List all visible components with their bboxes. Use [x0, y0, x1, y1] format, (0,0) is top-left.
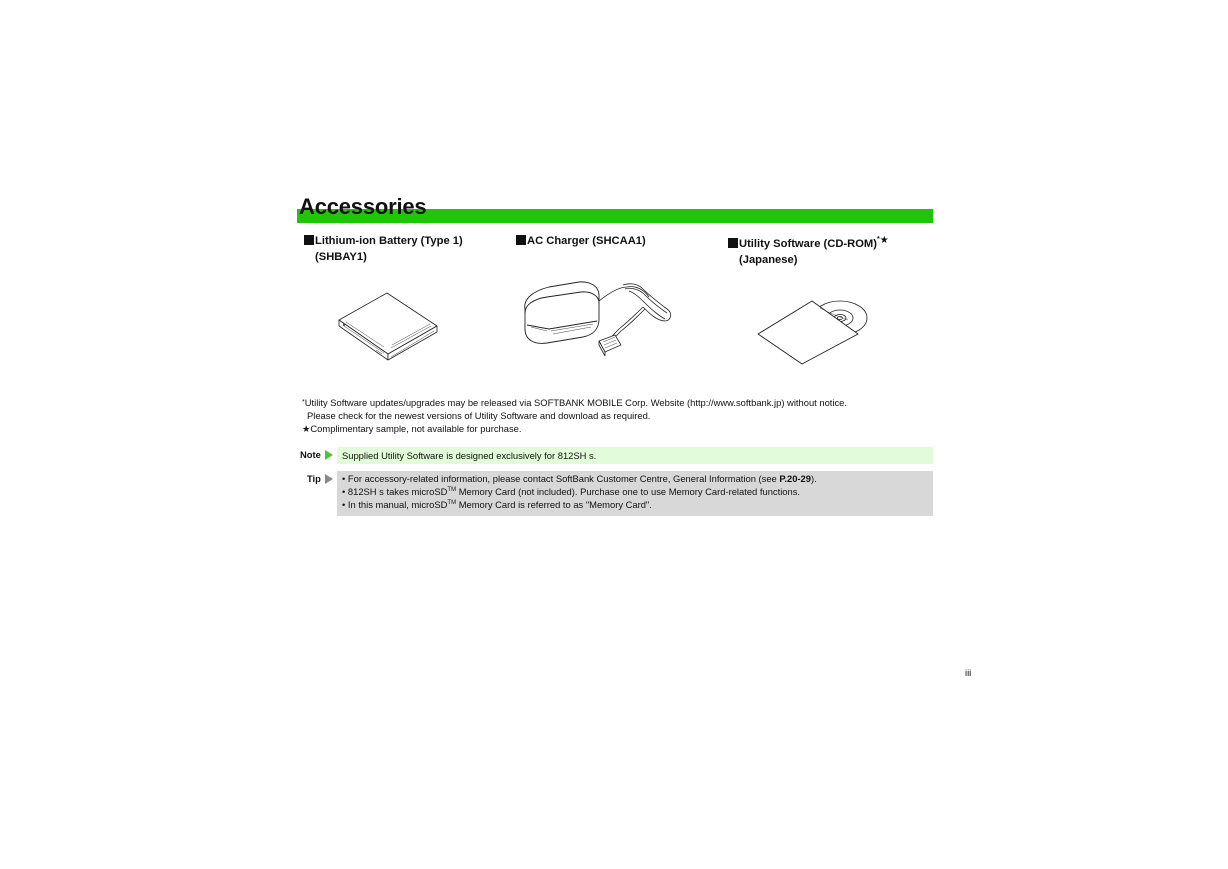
star-mark: ★ [879, 235, 889, 246]
accessory-charger-line1: AC Charger (SHCAA1) [527, 235, 646, 247]
note-text: Supplied Utility Software is designed exclusively for 812SH s. [337, 447, 933, 464]
page-title: Accessories [299, 194, 427, 219]
accessory-cdrom-line2: (Japanese) [739, 254, 798, 266]
accessory-charger-heading [516, 233, 646, 249]
footnote-asterisk-line1: Utility Software updates/upgrades may be released via SOFTBANK MOBILE Corp. Website (http://www.softbank.jp) without notice. [304, 397, 847, 408]
page-reference-link[interactable]: P.20-29 [779, 473, 811, 484]
tip-item [342, 485, 933, 498]
cd-rom-illustration [756, 294, 872, 366]
tip-item [342, 472, 933, 485]
accessory-cdrom-line1: Utility Software (CD-ROM) [739, 238, 877, 250]
tip-item2-text: 812SH s takes microSD [347, 486, 448, 498]
bullet-icon: • [342, 473, 346, 484]
note-arrow-icon [325, 450, 333, 460]
asterisk-mark: * [876, 236, 880, 243]
accessory-battery-line2: (SHBAY1) [315, 251, 367, 263]
footnote-star [302, 422, 847, 435]
accessory-battery-line1: Lithium-ion Battery (Type 1) [315, 235, 463, 247]
accessory-cdrom-heading [728, 233, 889, 268]
tip-item2-end: Memory Card (not included). Purchase one to use Memory Card-related functions. [456, 486, 800, 498]
star-mark: ★ [302, 423, 311, 434]
square-bullet-icon [516, 235, 526, 245]
asterisk-mark: * [302, 399, 305, 406]
bullet-icon: • [342, 486, 346, 498]
footnote-asterisk [302, 396, 847, 409]
tip-item [342, 498, 933, 511]
tip-item1-end: ). [810, 473, 817, 484]
accessory-battery-heading [304, 233, 463, 265]
bullet-icon: • [342, 499, 346, 511]
footnote-star-text: Complimentary sample, not available for purchase. [310, 423, 522, 434]
tip-item3-text: In this manual, microSD [347, 499, 448, 511]
tip-item3-end: Memory Card is referred to as "Memory Card". [456, 499, 652, 511]
tip-row [297, 471, 933, 516]
tip-arrow-icon [325, 474, 333, 484]
tip-item1-text: For accessory-related information, please contact SoftBank Customer Centre, General Information (see [347, 473, 780, 484]
page-number: iii [965, 667, 972, 678]
ac-charger-illustration [519, 279, 674, 359]
tip-label: Tip [307, 473, 321, 484]
footnote-asterisk-line2: Please check for the newest versions of Utility Software and download as required. [307, 410, 651, 421]
battery-illustration [336, 290, 440, 362]
footnotes [302, 396, 847, 435]
trademark-mark: TM [447, 500, 457, 507]
trademark-mark: TM [447, 487, 457, 494]
square-bullet-icon [728, 238, 738, 248]
note-label: Note [300, 449, 321, 460]
note-row [297, 447, 933, 464]
square-bullet-icon [304, 235, 314, 245]
tip-box [337, 471, 933, 516]
